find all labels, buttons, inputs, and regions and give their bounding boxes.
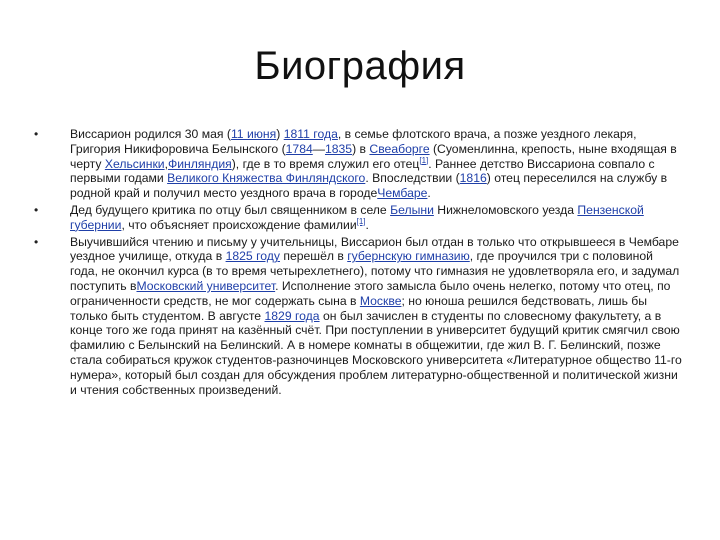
inline-link[interactable]: Хельсинки <box>104 156 165 171</box>
text-run: — <box>312 141 325 156</box>
inline-link[interactable]: 1829 года <box>264 308 320 323</box>
text-run: . Раннее детство Виссариона совпало с первыми годами <box>70 156 655 186</box>
inline-link[interactable]: Пензенской губернии <box>70 202 644 232</box>
inline-link[interactable]: Московский университет <box>136 278 276 293</box>
bullet-item-1 <box>34 127 684 201</box>
inline-link[interactable]: 1816 <box>459 171 487 186</box>
text-run: . <box>427 186 431 201</box>
bullet-item-2 <box>34 203 684 233</box>
inline-link[interactable]: [1] <box>356 216 366 226</box>
text-run: . <box>365 217 369 232</box>
text-run: ) в <box>352 141 370 156</box>
text-run: ) <box>276 127 284 141</box>
text-run: Нижнеломовского уезда <box>433 202 578 217</box>
text-run: ; но юноша решился бедствовать, лишь бы только быть студентом. В августе <box>70 293 648 323</box>
text-run: Выучившийся чтению и письму у учительницы, Виссарион был отдан в только что открывшееся в Чембаре уездное училище, откуда в <box>70 234 679 264</box>
inline-link[interactable]: Чембаре <box>377 186 428 201</box>
text-run: , что объясняет происхождение фамилии <box>121 217 357 232</box>
text-run: , где проучился три с половиной года, не окончил курса (в то время четырехлетнего), потому что гимназия не удовлетворяла его, и задумал поступить в <box>70 249 680 293</box>
slide-title: Биография <box>254 44 466 88</box>
text-run: перешёл в <box>279 249 348 264</box>
inline-link[interactable]: Финляндия <box>167 156 232 171</box>
text-run: , <box>164 156 168 171</box>
bullet-list <box>34 127 684 399</box>
text-run: он был зачислен в студенты по словесному факультету, а в конце того же года принят на казённый счёт. При поступлении в университет будущий критик смягчил свою фамилию с Белынский на Белинский. А в номере комнаты в общежитии, где жил В. Г. Белинский, позже стала собираться кружок студентов-разночинцев Московского университета «Литературное общество 11-го нумера», который был создан для обсуждения проблем литературно-общественной и политической жизни и чтения собственных произведений. <box>70 308 682 397</box>
footnote-ref <box>357 217 366 226</box>
inline-link[interactable]: 1825 году <box>225 249 280 264</box>
inline-link[interactable]: 1811 года <box>283 127 338 141</box>
inline-link[interactable]: 1835 <box>324 141 353 156</box>
text-run: . Исполнение этого замысла было очень нелегко, потому что отец, по ограниченности средств, не мог содержать сына в <box>70 278 671 308</box>
inline-link[interactable]: 1784 <box>285 141 313 156</box>
inline-link[interactable]: Великого Княжества Финляндского <box>167 171 366 186</box>
inline-link[interactable]: Москве <box>359 293 402 308</box>
inline-link[interactable]: Свеаборге <box>369 141 430 156</box>
inline-link[interactable]: 11 июня <box>230 127 277 141</box>
text-run: , в семье флотского врача, а позже уездного лекаря, Григория Никифоровича Белынского ( <box>70 127 637 156</box>
text-run: ), где в то время служил его отец <box>231 156 420 171</box>
bullet-item-3 <box>34 235 684 398</box>
inline-link[interactable]: Белыни <box>390 202 434 217</box>
text-run: ) отец переселился на службу в родной край и получил место уездного врача в городе <box>70 171 668 201</box>
footnote-ref <box>419 156 428 165</box>
text-run: (Суоменлинна, крепость, ныне входящая в черту <box>70 141 677 171</box>
inline-link[interactable]: [1] <box>419 155 429 165</box>
text-run: Дед будущего критика по отцу был священником в селе <box>70 202 391 217</box>
text-run: . Впоследствии ( <box>365 171 460 186</box>
text-run: Виссарион родился 30 мая ( <box>70 127 231 141</box>
inline-link[interactable]: губернскую гимназию <box>347 249 470 264</box>
